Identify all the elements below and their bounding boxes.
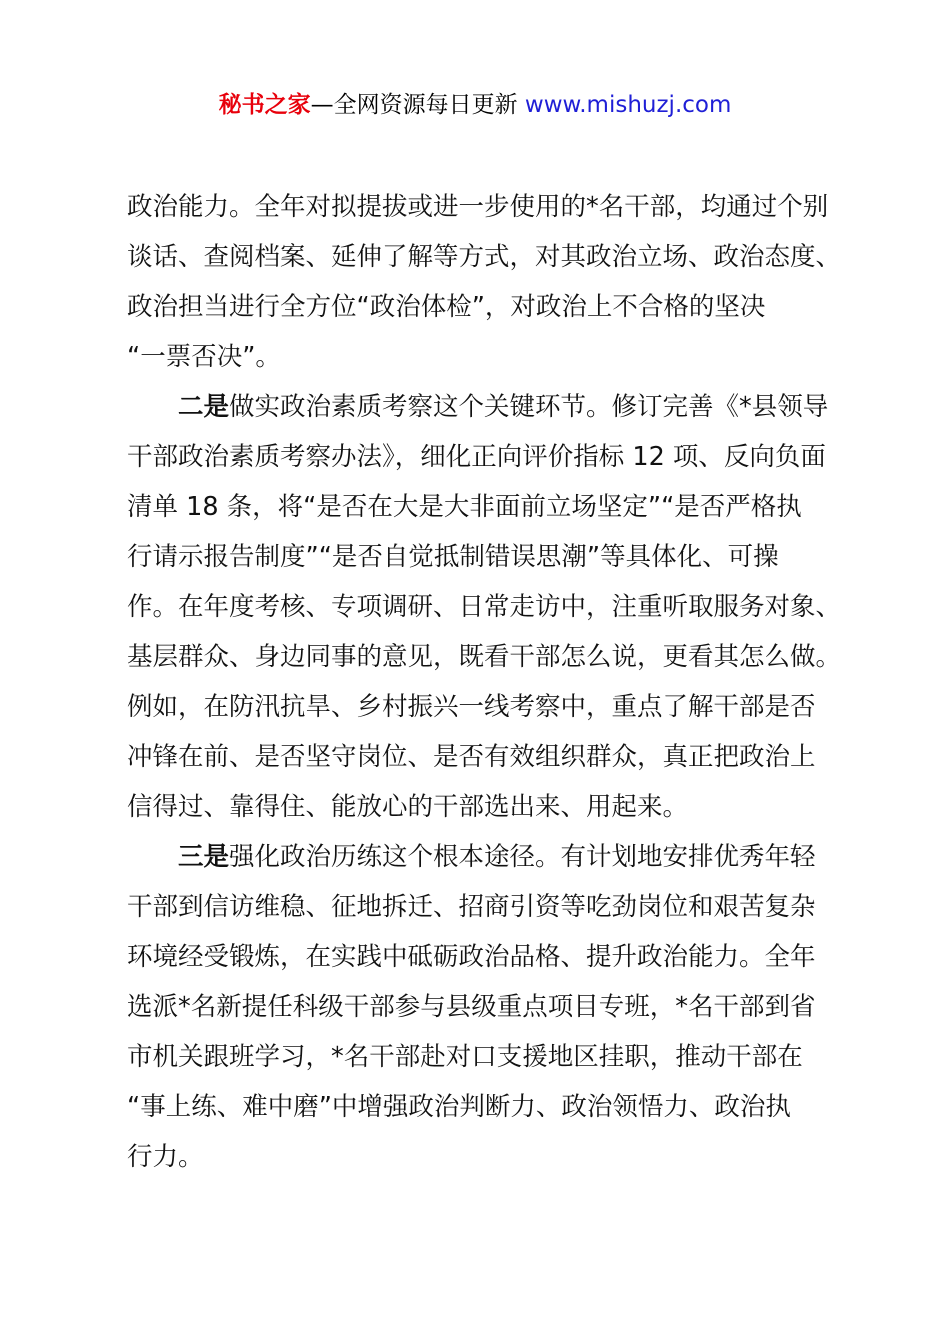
text-line: 行力。 xyxy=(127,1142,204,1172)
text-line: 基层群众、身边同事的意见，既看干部怎么说，更看其怎么做。 xyxy=(127,642,842,672)
text-line: “一票否决”。 xyxy=(127,342,281,372)
text-line: 市机关跟班学习，*名干部赴对口支援地区挂职，推动干部在 xyxy=(127,1042,803,1072)
site-header xyxy=(0,88,950,122)
header-tagline: —全网资源每日更新 xyxy=(310,92,525,118)
text-line: 干部政治素质考察办法》，细化正向评价指标 12 项、反向负面 xyxy=(127,442,826,472)
text-line: 政治担当进行全方位“政治体检”，对政治上不合格的坚决 xyxy=(127,292,766,322)
text-line: 谈话、查阅档案、延伸了解等方式，对其政治立场、政治态度、 xyxy=(127,242,842,272)
paragraph-first-line xyxy=(127,382,833,432)
text-line: 例如，在防汛抗旱、乡村振兴一线考察中，重点了解干部是否 xyxy=(127,692,816,722)
text-line: 冲锋在前、是否坚守岗位、是否有效组织群众，真正把政治上 xyxy=(127,742,816,772)
document-body xyxy=(127,182,842,1182)
paragraph-continuation xyxy=(127,182,842,382)
paragraph-lead: 三是 xyxy=(178,842,230,872)
paragraph-political-quality-inspection xyxy=(127,382,842,832)
text-line: 环境经受锻炼，在实践中砥砺政治品格、提升政治能力。全年 xyxy=(127,942,816,972)
paragraph-first-line xyxy=(127,832,833,882)
text-line: 信得过、靠得住、能放心的干部选出来、用起来。 xyxy=(127,792,689,822)
text-line: 干部到信访维稳、征地拆迁、招商引资等吃劲岗位和艰苦复杂 xyxy=(127,892,816,922)
paragraph-first-line-text: 做实政治素质考察这个关键环节。修订完善《*县领导 xyxy=(229,392,829,422)
paragraph-first-line-text: 强化政治历练这个根本途径。有计划地安排优秀年轻 xyxy=(229,842,816,872)
brand-name: 秘书之家 xyxy=(218,92,311,118)
text-line: 行请示报告制度”“是否自觉抵制错误思潮”等具体化、可操 xyxy=(127,542,779,572)
paragraph-lead: 二是 xyxy=(178,392,230,422)
text-line: 作。在年度考核、专项调研、日常走访中，注重听取服务对象、 xyxy=(127,592,842,622)
paragraph-political-training xyxy=(127,832,833,1182)
site-url-link[interactable]: www.mishuzj.com xyxy=(524,92,732,118)
text-line: 清单 18 条，将“是否在大是大非面前立场坚定”“是否严格执 xyxy=(127,492,802,522)
text-line: 政治能力。全年对拟提拔或进一步使用的*名干部，均通过个别 xyxy=(127,192,829,222)
text-line: “事上练、难中磨”中增强政治判断力、政治领悟力、政治执 xyxy=(127,1092,791,1122)
text-line: 选派*名新提任科级干部参与县级重点项目专班，*名干部到省 xyxy=(127,992,816,1022)
